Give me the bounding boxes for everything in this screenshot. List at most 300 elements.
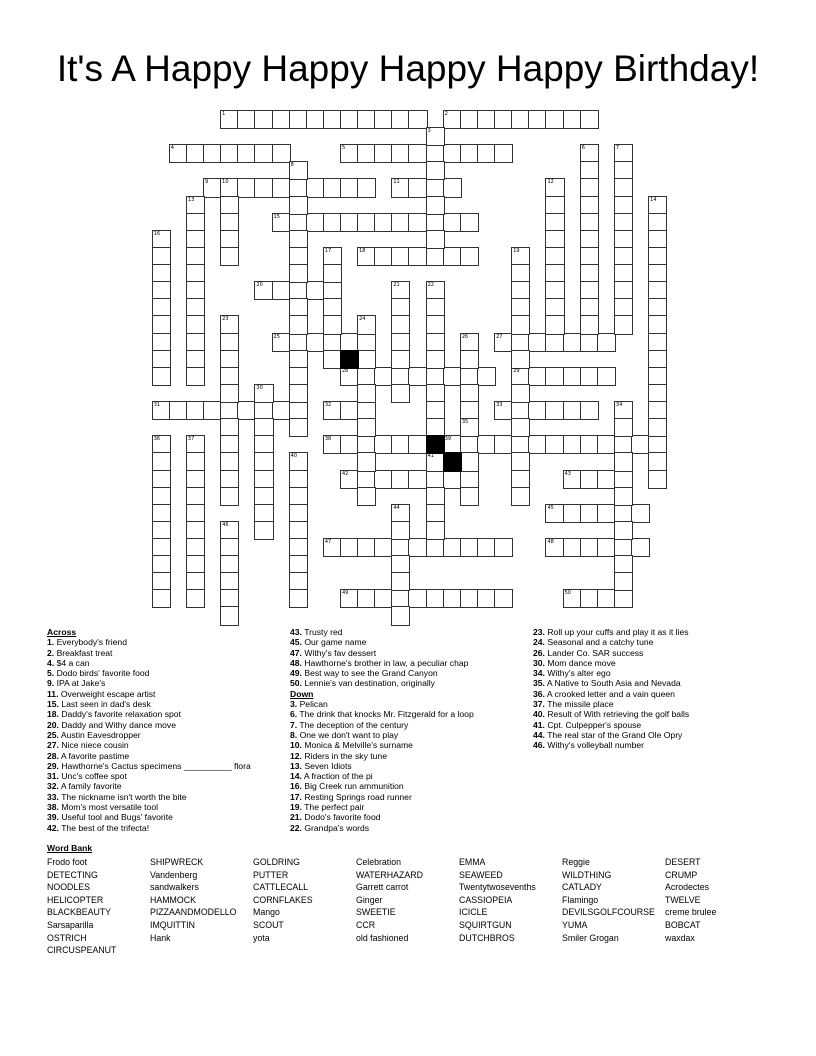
- grid-cell[interactable]: [580, 110, 599, 129]
- grid-clue-number: 46: [222, 521, 229, 528]
- word-bank-item: EMMA: [459, 857, 486, 867]
- word-bank-item: CATTLECALL: [253, 882, 309, 893]
- word-bank-item: CRUMP: [665, 869, 698, 880]
- grid-cell[interactable]: [289, 196, 308, 215]
- clue-number: 41.: [533, 719, 545, 730]
- word-bank: [47, 856, 768, 957]
- clue-across: [47, 720, 290, 730]
- grid-cell[interactable]: [494, 589, 513, 608]
- grid-cell[interactable]: [289, 315, 308, 334]
- word-bank-item: WATERHAZARD: [356, 869, 423, 880]
- clue-number: 38.: [47, 802, 59, 813]
- clue-text: Withy's alter ego: [547, 668, 611, 679]
- grid-cell[interactable]: [426, 350, 445, 369]
- grid-clue-number: 20: [256, 282, 263, 289]
- grid-clue-number: 29: [513, 367, 520, 374]
- word-bank-item: SQUIRTGUN: [459, 919, 512, 930]
- word-bank-item: SEAWEED: [459, 869, 503, 880]
- clue-down: [290, 720, 533, 730]
- grid-clue-number: 21: [393, 282, 400, 289]
- clue-text: Lennie's van destination, originally: [304, 678, 435, 689]
- word-bank-item: IMQUITTIN: [150, 919, 195, 930]
- grid-cell[interactable]: [357, 178, 376, 197]
- clue-number: 16.: [290, 781, 302, 792]
- word-bank-item: OSTRICH: [47, 932, 87, 943]
- grid-cell[interactable]: [391, 572, 410, 591]
- clue-number: 46.: [533, 740, 545, 751]
- clue-number: 26.: [533, 647, 545, 658]
- grid-clue-number: 34: [615, 402, 623, 409]
- clue-text: The missile place: [547, 699, 614, 710]
- clue-across: [47, 668, 290, 678]
- grid-cell[interactable]: [631, 538, 650, 557]
- across-header: Across: [47, 627, 77, 637]
- grid-cell[interactable]: [220, 606, 239, 625]
- grid-cell[interactable]: [357, 418, 376, 437]
- clue-down: [533, 709, 776, 719]
- clue-down: [533, 648, 776, 658]
- clue-number: 8.: [290, 729, 298, 740]
- grid-cell[interactable]: [323, 315, 342, 334]
- grid-cell[interactable]: [426, 230, 445, 249]
- clue-number: 48.: [290, 657, 302, 668]
- grid-clue-number: 14: [650, 196, 657, 203]
- clue-down: [290, 761, 533, 771]
- puzzle-title: It's A Happy Happy Happy Happy Birthday!: [56, 48, 760, 89]
- grid-clue-number: 3: [427, 128, 431, 135]
- word-bank-item: Acrodectes: [665, 882, 710, 893]
- word-bank-item: DUTCHBROS: [459, 932, 515, 943]
- clue-number: 31.: [47, 771, 59, 782]
- grid-cell[interactable]: [391, 384, 410, 403]
- grid-cell[interactable]: [494, 144, 513, 163]
- clue-number: 9.: [47, 678, 55, 689]
- grid-cell[interactable]: [580, 401, 599, 420]
- word-bank-item: CIRCUSPEANUT: [47, 945, 117, 956]
- word-bank-item: Ginger: [356, 894, 383, 905]
- clue-text: Resting Springs road runner: [304, 791, 412, 802]
- word-bank-item: HELICOPTER: [47, 894, 104, 905]
- grid-cell[interactable]: [391, 350, 410, 369]
- grid-cell[interactable]: [511, 384, 530, 403]
- word-bank-item: ICICLE: [459, 907, 488, 918]
- grid-cell[interactable]: [460, 350, 479, 369]
- grid-cell[interactable]: [289, 589, 308, 608]
- clue-down: [290, 781, 533, 791]
- grid-cell[interactable]: [357, 452, 376, 471]
- word-bank-item: DEVILSGOLFCOURSE: [562, 907, 655, 918]
- word-bank-item: waxdax: [665, 932, 695, 943]
- grid-cell[interactable]: [186, 367, 205, 386]
- clue-number: 23.: [533, 627, 545, 637]
- grid-cell[interactable]: [614, 452, 633, 471]
- grid-cell[interactable]: [494, 538, 513, 557]
- grid-clue-number: 40: [290, 453, 298, 460]
- clue-text: The best of the trifecta!: [61, 822, 150, 833]
- grid-clue-number: 28: [342, 367, 349, 374]
- clue-number: 33.: [47, 791, 59, 802]
- clue-text: Hawthorne's brother in law, a peculiar chap: [304, 657, 469, 668]
- grid-cell[interactable]: [597, 367, 616, 386]
- grid-cell[interactable]: [614, 589, 633, 608]
- clue-number: 36.: [533, 688, 545, 699]
- word-bank-item: CASSIOPEIA: [459, 894, 513, 905]
- clue-across: [290, 648, 533, 658]
- grid-clue-number: 18: [359, 247, 366, 254]
- grid-cell[interactable]: [220, 247, 239, 266]
- grid-cell[interactable]: [614, 487, 633, 506]
- word-bank-item: Sarsaparilla: [47, 919, 94, 930]
- clue-text: Best way to see the Grand Canyon: [304, 668, 438, 679]
- clue-across: [47, 761, 290, 771]
- grid-clue-number: 43: [564, 470, 571, 477]
- clue-text: A family favorite: [60, 781, 122, 792]
- word-bank-item: SWEETIE: [356, 907, 396, 918]
- clue-across: [47, 730, 290, 740]
- clue-text: The deception of the century: [299, 719, 409, 730]
- clue-number: 21.: [290, 812, 302, 823]
- grid-cell[interactable]: [460, 213, 479, 232]
- clue-down: [290, 792, 533, 802]
- word-bank-item: Twentytwosevenths: [459, 882, 536, 893]
- grid-clue-number: 27: [496, 333, 503, 340]
- clue-text: Cpt. Culpepper's spouse: [547, 719, 642, 730]
- clue-across: [47, 648, 290, 658]
- grid-cell[interactable]: [511, 487, 530, 506]
- grid-cell[interactable]: [460, 452, 479, 471]
- clue-number: 32.: [47, 781, 59, 792]
- grid-cell[interactable]: [580, 315, 599, 334]
- clue-across: [47, 781, 290, 791]
- clue-number: 13.: [290, 760, 302, 771]
- grid-cell[interactable]: [289, 384, 308, 403]
- clue-list: [47, 627, 776, 834]
- clue-text: Dodo birds' favorite food: [56, 668, 150, 679]
- clue-number: 15.: [47, 699, 59, 710]
- clue-text: Useful tool and Bugs' favorite: [61, 812, 173, 823]
- clue-down: [533, 658, 776, 668]
- grid-clue-number: 24: [359, 316, 366, 323]
- clue-text: Our game name: [304, 637, 367, 648]
- grid-clue-number: 38: [324, 436, 332, 443]
- grid-clue-number: 45: [547, 504, 554, 511]
- grid-clue-number: 15: [273, 213, 280, 220]
- clue-number: 47.: [290, 647, 302, 658]
- word-bank-item: Flamingo: [562, 894, 599, 905]
- clue-down: [290, 802, 533, 812]
- grid-clue-number: 35: [461, 419, 469, 426]
- clue-number: 44.: [533, 729, 545, 740]
- clue-text: Grandpa's words: [304, 822, 370, 833]
- grid-cell[interactable]: [511, 350, 530, 369]
- clue-across: [47, 823, 290, 833]
- clue-text: Mom dance move: [547, 657, 616, 668]
- clue-number: 30.: [533, 657, 545, 668]
- word-bank-item: Mango: [253, 907, 280, 918]
- word-bank-item: creme brulee: [665, 907, 717, 918]
- grid-cell[interactable]: [460, 247, 479, 266]
- clue-down: [533, 699, 776, 709]
- clue-text: Nice niece cousin: [61, 740, 129, 751]
- clue-down: [290, 751, 533, 761]
- word-bank-item: sandwalkers: [150, 882, 199, 893]
- word-bank-item: BLACKBEAUTY: [47, 907, 112, 918]
- word-bank-item: HAMMOCK: [150, 894, 196, 905]
- grid-clue-number: 25: [273, 333, 280, 340]
- clue-text: Roll up your cuffs and play it as it lies: [547, 627, 689, 637]
- clue-number: 4.: [47, 657, 55, 668]
- grid-cell[interactable]: [511, 418, 530, 437]
- grid-cell[interactable]: [614, 418, 633, 437]
- clue-down: [290, 709, 533, 719]
- word-bank-item: Hank: [150, 932, 171, 943]
- grid-cell[interactable]: [220, 487, 239, 506]
- clue-number: 11.: [47, 688, 59, 699]
- grid-clue-number: 49: [342, 590, 349, 597]
- clue-across: [290, 627, 533, 637]
- clue-down: [533, 627, 776, 637]
- clue-number: 17.: [290, 791, 302, 802]
- grid-clue-number: 9: [205, 179, 209, 186]
- clue-across: [47, 792, 290, 802]
- grid-cell[interactable]: [186, 589, 205, 608]
- grid-clue-number: 6: [581, 145, 585, 152]
- clue-text: A Native to South Asia and Nevada: [546, 678, 681, 689]
- word-bank-item: Reggie: [562, 857, 590, 867]
- grid-cell[interactable]: [648, 418, 667, 437]
- grid-cell[interactable]: [357, 350, 376, 369]
- word-bank-item: PUTTER: [253, 869, 289, 880]
- clue-down: [533, 689, 776, 699]
- clue-down: [533, 637, 776, 647]
- grid-clue-number: 41: [427, 453, 434, 460]
- clue-text: Mom's most versatile tool: [61, 802, 159, 813]
- crossword-grid: [152, 110, 672, 630]
- clue-number: 19.: [290, 802, 302, 813]
- clue-text: Pelican: [299, 699, 328, 710]
- grid-clue-number: 50: [564, 590, 571, 597]
- clue-number: 6.: [290, 709, 298, 720]
- word-bank-item: TWELVE: [665, 894, 701, 905]
- grid-cell[interactable]: [614, 521, 633, 540]
- clue-across: [47, 812, 290, 822]
- grid-cell[interactable]: [254, 521, 273, 540]
- word-bank-item: SCOUT: [253, 919, 284, 930]
- clue-text: Hawthorne's Cactus specimens __________ flora: [61, 760, 251, 771]
- clue-text: Riders in the sky tune: [304, 750, 387, 761]
- word-bank-item: DETECTING: [47, 869, 98, 880]
- clue-text: Seasonal and a catchy tune: [547, 637, 654, 648]
- clue-number: 34.: [533, 668, 545, 679]
- grid-cell[interactable]: [614, 315, 633, 334]
- clue-across: [47, 699, 290, 709]
- word-bank-item: Celebration: [356, 857, 401, 867]
- clue-down: [533, 740, 776, 750]
- grid-clue-number: 22: [427, 282, 434, 289]
- grid-clue-number: 48: [547, 539, 554, 545]
- word-bank-item: SHIPWRECK: [150, 857, 204, 867]
- clue-text: The real star of the Grand Ole Opry: [547, 729, 683, 740]
- clue-number: 43.: [290, 627, 302, 637]
- grid-clue-number: 37: [187, 436, 195, 443]
- clue-number: 3.: [290, 699, 298, 710]
- clue-across: [47, 751, 290, 761]
- clue-number: 14.: [290, 771, 302, 782]
- clue-number: 50.: [290, 678, 302, 689]
- clue-number: 12.: [290, 750, 302, 761]
- grid-clue-number: 19: [513, 247, 520, 254]
- clue-number: 24.: [533, 637, 545, 648]
- word-bank-item: Garrett carrot: [356, 882, 409, 893]
- clue-down: [290, 823, 533, 833]
- clue-number: 42.: [47, 822, 59, 833]
- grid-clue-number: 23: [222, 316, 229, 323]
- grid-cell[interactable]: [648, 470, 667, 489]
- word-bank-item: CATLADY: [562, 882, 602, 893]
- grid-clue-number: 7: [615, 145, 620, 152]
- clue-text: Daddy's favorite relaxation spot: [61, 709, 181, 720]
- clue-number: 25.: [47, 729, 59, 740]
- word-bank-item: yota: [253, 932, 270, 943]
- clue-number: 35.: [533, 678, 545, 689]
- clue-across: [47, 771, 290, 781]
- clue-across: [47, 802, 290, 812]
- grid-cell[interactable]: [357, 487, 376, 506]
- clue-number: 37.: [533, 699, 545, 710]
- clue-number: 5.: [47, 668, 55, 679]
- grid-cell[interactable]: [152, 589, 171, 608]
- clue-number: 20.: [47, 719, 59, 730]
- grid-clue-number: 5: [342, 145, 346, 152]
- clue-across: [290, 658, 533, 668]
- grid-cell[interactable]: [152, 367, 171, 386]
- clue-number: 39.: [47, 812, 59, 823]
- grid-clue-number: 33: [496, 402, 503, 409]
- word-bank-item: Vandenberg: [150, 869, 198, 880]
- grid-clue-number: 13: [187, 196, 195, 203]
- clue-number: 1.: [47, 637, 55, 648]
- grid-clue-number: 36: [153, 436, 161, 443]
- clue-down: [290, 699, 533, 709]
- grid-clue-number: 4: [170, 145, 174, 152]
- clue-text: IPA at Jake's: [56, 678, 106, 689]
- clue-number: 7.: [290, 719, 298, 730]
- clue-text: Unc's coffee spot: [61, 771, 127, 782]
- clue-number: 2.: [47, 647, 55, 658]
- grid-cell[interactable]: [511, 315, 530, 334]
- clue-number: 29.: [47, 760, 59, 771]
- clue-text: Daddy and Withy dance move: [61, 719, 176, 730]
- grid-cell[interactable]: [631, 504, 650, 523]
- grid-cell[interactable]: [357, 384, 376, 403]
- clue-text: The drink that knocks Mr. Fitzgerald for a loop: [299, 709, 474, 720]
- clue-text: Breakfast treat: [56, 647, 113, 658]
- clue-down: [533, 678, 776, 688]
- grid-cell[interactable]: [289, 418, 308, 437]
- word-bank-item: old fashioned: [356, 932, 409, 943]
- word-bank-item: BOBCAT: [665, 919, 701, 930]
- clue-text: $4 a can: [56, 657, 90, 668]
- word-bank-item: CORNFLAKES: [253, 894, 313, 905]
- grid-clue-number: 1: [222, 111, 226, 117]
- grid-clue-number: 11: [393, 179, 400, 186]
- word-bank-item: DESERT: [665, 857, 701, 867]
- grid-cell[interactable]: [220, 384, 239, 403]
- clue-down: [290, 771, 533, 781]
- grid-cell[interactable]: [477, 367, 496, 386]
- clue-down: [533, 720, 776, 730]
- clue-number: 18.: [47, 709, 59, 720]
- clue-text: Last seen in dad's desk: [61, 699, 151, 710]
- grid-cell[interactable]: [614, 572, 633, 591]
- clue-text: Dodo's favorite food: [304, 812, 381, 823]
- word-bank-item: GOLDRING: [253, 857, 300, 867]
- word-bank-title: Word Bank: [47, 843, 93, 853]
- clue-text: Trusty red: [304, 627, 343, 637]
- clue-text: A favorite pastime: [60, 750, 130, 761]
- clue-across: [290, 668, 533, 678]
- grid-cell[interactable]: [391, 606, 410, 625]
- clue-text: Everybody's friend: [56, 637, 127, 648]
- clue-across: [47, 740, 290, 750]
- clue-across: [47, 678, 290, 688]
- word-bank-item: Smiler Grogan: [562, 932, 619, 943]
- grid-clue-number: 2: [444, 111, 448, 117]
- word-bank-item: YUMA: [562, 919, 588, 930]
- grid-cell[interactable]: [323, 264, 342, 283]
- grid-clue-number: 16: [153, 230, 161, 237]
- word-bank-item: PIZZAANDMODELLO: [150, 907, 237, 918]
- grid-clue-number: 12: [547, 179, 554, 186]
- clue-down: [290, 730, 533, 740]
- grid-cell[interactable]: [426, 161, 445, 180]
- grid-clue-number: 32: [324, 402, 332, 409]
- clue-across: [47, 658, 290, 668]
- grid-cell[interactable]: [597, 333, 616, 352]
- black-square: [443, 452, 462, 471]
- grid-cell[interactable]: [545, 315, 564, 334]
- clue-down: [290, 740, 533, 750]
- clue-text: Withy's volleyball number: [547, 740, 645, 751]
- clue-down: [533, 668, 776, 678]
- grid-cell[interactable]: [289, 264, 308, 283]
- clue-across: [47, 637, 290, 647]
- clue-number: 49.: [290, 668, 302, 679]
- clue-across: [290, 637, 533, 647]
- grid-cell[interactable]: [426, 521, 445, 540]
- clue-text: The perfect pair: [304, 802, 365, 813]
- grid-clue-number: 42: [342, 470, 349, 477]
- clue-text: Big Creek run ammunition: [304, 781, 404, 792]
- clue-text: Overweight escape artist: [60, 688, 156, 699]
- grid-cell[interactable]: [460, 487, 479, 506]
- grid-cell[interactable]: [426, 196, 445, 215]
- grid-cell[interactable]: [391, 521, 410, 540]
- clue-across: [47, 689, 290, 699]
- black-square: [340, 350, 359, 369]
- clue-text: Austin Eavesdropper: [60, 729, 141, 740]
- clue-number: 40.: [533, 709, 545, 720]
- grid-cell[interactable]: [443, 178, 462, 197]
- word-bank-item: WILDTHING: [562, 869, 612, 880]
- grid-clue-number: 26: [461, 333, 469, 340]
- grid-clue-number: 10: [222, 179, 229, 186]
- clue-text: Withy's fav dessert: [304, 647, 377, 658]
- clue-text: Lander Co. SAR success: [547, 647, 644, 658]
- clue-across: [290, 678, 533, 688]
- clue-number: 22.: [290, 822, 302, 833]
- word-bank-item: Frodo foot: [47, 857, 88, 867]
